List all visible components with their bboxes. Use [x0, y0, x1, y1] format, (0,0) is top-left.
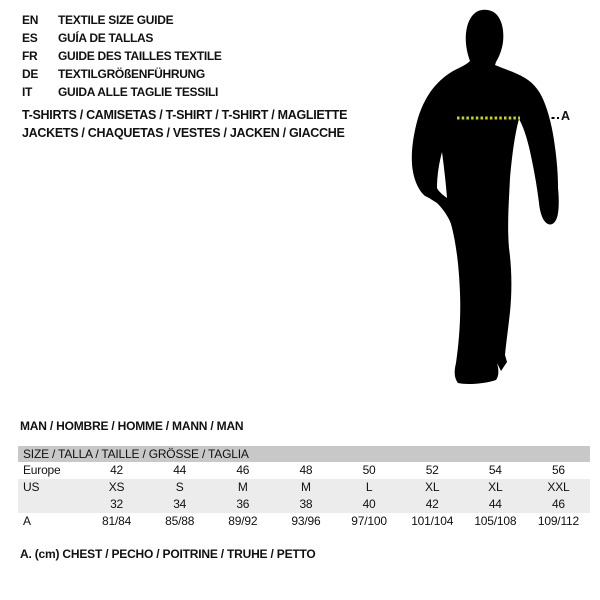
- table-cell: XS: [108, 480, 125, 494]
- list-item: [22, 11, 222, 29]
- language-code: FR: [22, 49, 38, 63]
- category-tshirts: T-SHIRTS / CAMISETAS / T-SHIRT / T-SHIRT / MAGLIETTE: [22, 108, 348, 122]
- table-row-chest-cm: [18, 513, 590, 530]
- language-title: TEXTILGRÖßENFÜHRUNG: [58, 67, 205, 81]
- language-title: GUÍA DE TALLAS: [58, 31, 154, 45]
- list-item: [22, 29, 222, 47]
- measurement-figure: [405, 5, 575, 390]
- table-cell: 34: [173, 497, 187, 511]
- table-cell: XL: [488, 480, 503, 494]
- table-row-europe: [18, 462, 590, 479]
- size-table: [18, 446, 590, 530]
- table-cell: 40: [362, 497, 376, 511]
- table-cell: S: [175, 480, 184, 494]
- table-cell: 56: [551, 463, 565, 477]
- table-row-numeric: [18, 496, 590, 513]
- table-cell: 44: [488, 497, 502, 511]
- table-cell: 81/84: [102, 514, 132, 528]
- list-item: [22, 83, 222, 101]
- language-code: DE: [22, 67, 39, 81]
- table-cell: 97/100: [351, 514, 387, 528]
- man-silhouette-path: [412, 10, 559, 384]
- language-code: EN: [22, 13, 39, 27]
- size-table-header: SIZE / TALLA / TAILLE / GRÖSSE / TAGLIA: [18, 446, 590, 462]
- table-cell: 42: [425, 497, 439, 511]
- row-label: [18, 496, 85, 513]
- measure-label-a: A: [561, 109, 571, 123]
- man-silhouette: [405, 5, 575, 390]
- category-jackets: JACKETS / CHAQUETAS / VESTES / JACKEN / GIACCHE: [22, 126, 345, 140]
- table-cell: 50: [362, 463, 376, 477]
- table-cell: 93/96: [291, 514, 321, 528]
- table-cell: 32: [110, 497, 124, 511]
- table-cell: M: [237, 480, 248, 494]
- table-cell: 109/112: [537, 514, 579, 528]
- language-code: IT: [22, 85, 33, 99]
- table-row-us: [18, 479, 590, 496]
- table-cell: L: [365, 480, 373, 494]
- table-cell: 89/92: [228, 514, 258, 528]
- table-cell: 44: [173, 463, 187, 477]
- list-item: [22, 65, 222, 83]
- table-cell: 46: [236, 463, 250, 477]
- table-cell: 105/108: [474, 514, 517, 528]
- table-cell: XL: [425, 480, 440, 494]
- language-title: GUIDE DES TAILLES TEXTILE: [58, 49, 222, 63]
- language-code: ES: [22, 31, 38, 45]
- garment-categories: [22, 106, 347, 142]
- row-label: A: [23, 514, 31, 528]
- table-cell: 42: [110, 463, 124, 477]
- language-title: GUIDA ALLE TAGLIE TESSILI: [58, 85, 219, 99]
- section-title-man: MAN / HOMBRE / HOMME / MANN / MAN: [20, 419, 244, 433]
- table-cell: 38: [299, 497, 313, 511]
- table-cell: 48: [299, 463, 313, 477]
- list-item: [22, 47, 222, 65]
- table-cell: XXL: [547, 480, 570, 494]
- measurement-footnote: A. (cm) CHEST / PECHO / POITRINE / TRUHE / PETTO: [20, 547, 316, 561]
- table-cell: 52: [425, 463, 439, 477]
- row-label: Europe: [23, 463, 61, 477]
- language-guide-list: [22, 11, 222, 101]
- table-cell: 85/88: [165, 514, 195, 528]
- table-cell: 54: [488, 463, 502, 477]
- table-cell: M: [301, 480, 311, 494]
- language-title: TEXTILE SIZE GUIDE: [58, 13, 174, 27]
- table-cell: 101/104: [411, 514, 454, 528]
- table-cell: 46: [551, 497, 565, 511]
- table-cell: 36: [236, 497, 250, 511]
- row-label: US: [23, 480, 40, 494]
